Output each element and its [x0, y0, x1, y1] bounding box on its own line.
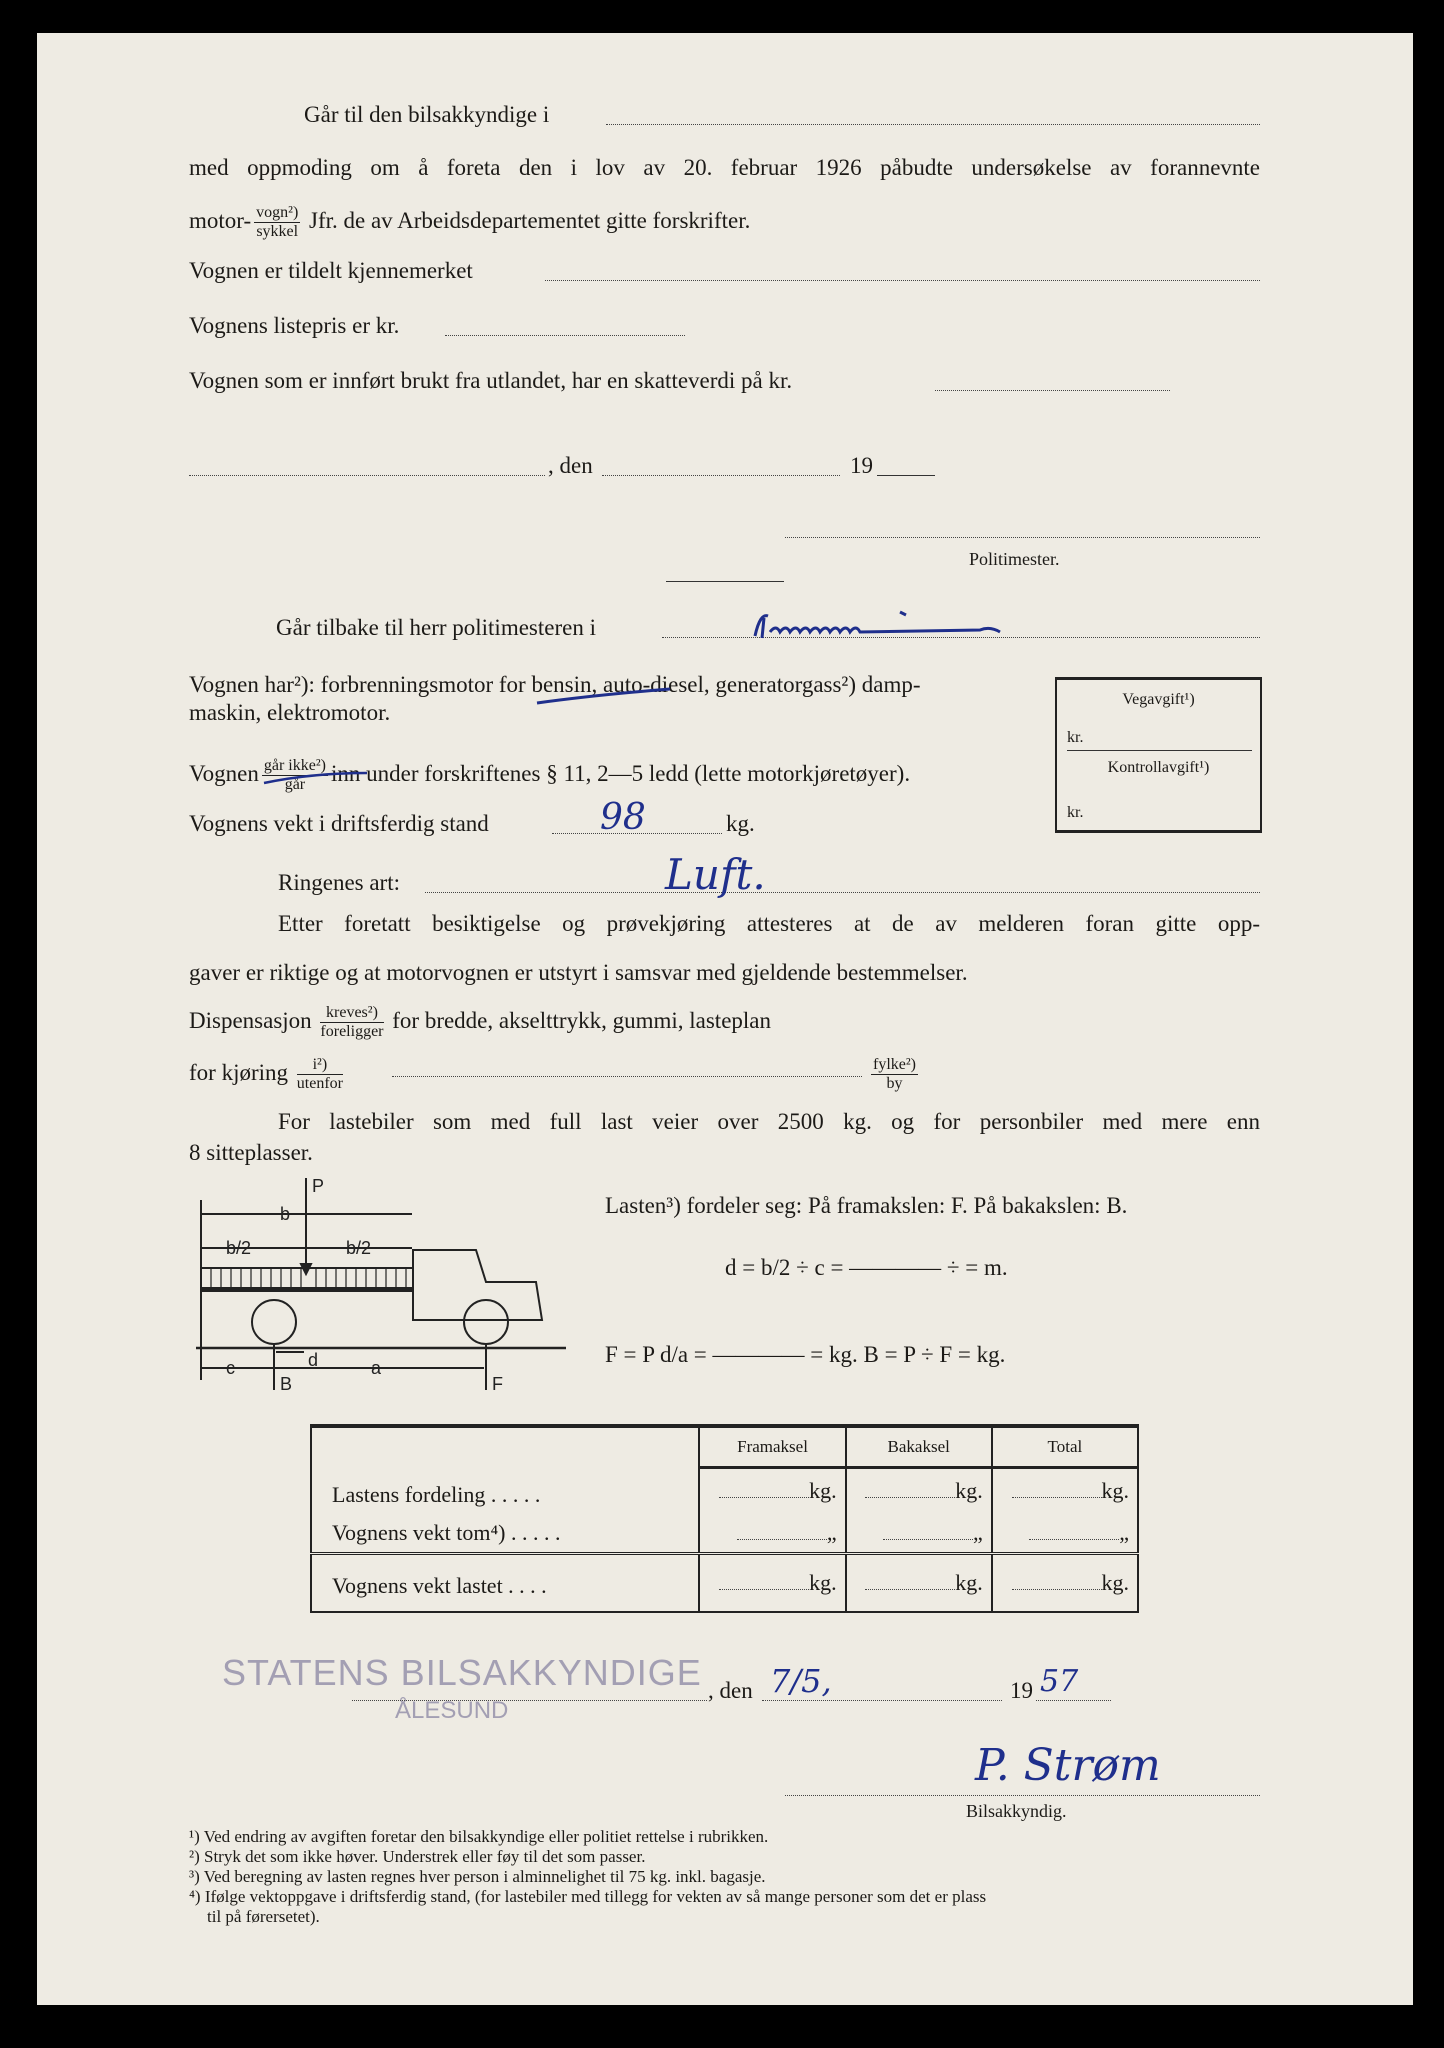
dispensasjon-label: Dispensasjon — [189, 1008, 312, 1034]
year-field[interactable] — [877, 475, 935, 476]
unit: „ — [973, 1519, 983, 1545]
vegavgift-label: Vegavgift¹) — [1122, 691, 1195, 708]
table-header-row — [311, 1426, 1138, 1468]
place-field[interactable] — [189, 475, 545, 476]
listepris-label: Vognens listepris er kr. — [189, 313, 400, 338]
load-distribution-table — [310, 1424, 1139, 1613]
fee-box — [1055, 677, 1262, 833]
fylke-fraction-wrap — [868, 1056, 921, 1094]
label-b: b — [280, 1204, 291, 1224]
kjoring-fraction — [297, 1056, 343, 1094]
stamp-line1: STATENS BILSAKKYNDIGE — [222, 1652, 702, 1693]
label-a: a — [371, 1358, 382, 1378]
year-field-2[interactable] — [1036, 1700, 1111, 1701]
motor-type-line2: maskin, elektromotor. — [189, 700, 391, 725]
cell[interactable] — [699, 1553, 845, 1612]
unit: „ — [1119, 1519, 1129, 1545]
year-label: 19 — [850, 453, 873, 478]
label-d: d — [308, 1350, 319, 1370]
signature: P. Strøm — [975, 1740, 1161, 1791]
fraction-top: vogn²) — [254, 204, 300, 223]
date-field[interactable] — [602, 475, 840, 476]
kontrollavgift-label: Kontrollavgift¹) — [1107, 759, 1210, 776]
kjoring-line — [189, 1056, 346, 1094]
lastebiler-line1: For lastebiler som med full last veier over 2500 kg. og for personbiler med mere enn — [278, 1109, 1260, 1134]
cell[interactable] — [699, 1514, 845, 1554]
separator-line — [666, 581, 784, 582]
politimester-signature-field[interactable] — [785, 537, 1260, 538]
date-field-2[interactable] — [762, 1700, 1002, 1701]
unit: kg. — [1101, 1569, 1129, 1595]
footnote-4-cont: til på førersetet). — [207, 1907, 320, 1926]
skatteverdi-field[interactable] — [935, 390, 1170, 391]
tilbake-label: Går tilbake til herr politimesteren i — [276, 615, 596, 640]
label-B: B — [280, 1374, 293, 1390]
listepris-field[interactable] — [445, 335, 685, 336]
date-value: 7/5, — [770, 1662, 832, 1700]
dispensasjon-text: for bredde, akselttrykk, gummi, lasteplan — [392, 1008, 772, 1034]
skatteverdi-label: Vognen som er innført brukt fra utlandet, har en skatteverdi på kr. — [189, 368, 793, 393]
unit: kg. — [809, 1569, 837, 1595]
footnote-3: ³) Ved beregning av lasten regnes hver person i alminnelighet til 75 kg. inkl. bagasje. — [189, 1867, 766, 1886]
kontrollavgift-kr: kr. — [1067, 804, 1084, 821]
rear-wheel — [252, 1300, 296, 1344]
year-label-2: 19 — [1010, 1678, 1033, 1703]
cell[interactable] — [992, 1514, 1138, 1554]
place-signature-field[interactable] — [352, 1700, 707, 1701]
kreves-option: kreves²) — [320, 1004, 383, 1023]
stamp-line2: ÅLESUND — [395, 1697, 509, 1724]
ringer-field[interactable] — [425, 892, 1260, 893]
gaar-option: går — [284, 776, 306, 794]
label-b-half-left: b/2 — [226, 1238, 252, 1258]
row-label: Lastens fordeling . . . . . — [332, 1481, 541, 1507]
gaar-fraction — [262, 757, 328, 795]
handwritten-underline — [535, 685, 675, 707]
fylke-option: fylke²) — [871, 1056, 918, 1075]
bilsakkyndig-label: Går til den bilsakkyndige i — [304, 102, 550, 127]
cell[interactable] — [699, 1468, 845, 1514]
attest-line1: Etter foretatt besiktigelse og prøvekjøring attesteres at de av melderen foran gitte opp- — [278, 911, 1260, 936]
bilsakkyndig-signature-field[interactable] — [785, 1795, 1260, 1796]
ringer-value: Luft. — [665, 850, 766, 899]
by-option: by — [886, 1075, 903, 1093]
handwritten-place-scribble — [750, 608, 1030, 644]
footnote-2: ²) Stryk det som ikke høver. Understrek eller føy til det som passer. — [189, 1847, 646, 1866]
handwritten-strike — [262, 771, 372, 787]
i-option: i²) — [297, 1056, 343, 1075]
f-formula: F = P d/a = ———— = kg. B = P ÷ F = kg. — [605, 1342, 1006, 1367]
row-label: Vognens vekt lastet . . . . — [311, 1553, 699, 1612]
label-c: c — [226, 1358, 235, 1378]
utenfor-option: utenfor — [296, 1075, 343, 1093]
ringer-label: Ringenes art: — [278, 870, 400, 895]
col-bakaksel: Bakaksel — [846, 1426, 992, 1468]
vegavgift-field[interactable] — [1067, 750, 1252, 751]
dispensasjon-line — [189, 1004, 771, 1042]
unit: kg. — [1101, 1478, 1129, 1504]
den-label: , den — [548, 453, 593, 478]
gaar-ikke-option: går ikke²) — [262, 757, 328, 776]
truck-cab — [413, 1250, 542, 1320]
motor-rest: Jfr. de av Arbeidsdepartementet gitte forskrifter. — [309, 208, 751, 234]
footnote-4: ⁴) Ifølge vektoppgave i driftsferdig stand, (for lastebiler med tillegg for vekten av så mange personer som det er plass — [189, 1887, 987, 1906]
dispensasjon-fraction — [320, 1004, 383, 1042]
table-row — [311, 1468, 1138, 1514]
vekt-label: Vognens vekt i driftsferdig stand — [189, 811, 489, 836]
request-text: med oppmoding om å foreta den i lov av 20. februar 1926 påbudte undersøkelse av forannevnte — [189, 155, 1260, 180]
truck-load-diagram — [196, 1170, 566, 1390]
cell[interactable] — [992, 1468, 1138, 1514]
front-wheel — [464, 1300, 508, 1344]
year-value: 57 — [1040, 1664, 1079, 1699]
cell[interactable] — [846, 1553, 992, 1612]
fraction-bottom: sykkel — [256, 223, 299, 241]
motor-prefix: motor- — [189, 208, 252, 234]
label-p: P — [312, 1176, 325, 1196]
kjennemerke-field[interactable] — [545, 280, 1260, 281]
vekt-unit: kg. — [726, 811, 755, 836]
lasten-text: Lasten³) fordeler seg: På framakslen: F. På bakakslen: B. — [605, 1193, 1128, 1218]
fylke-fraction — [871, 1056, 918, 1094]
kjoring-label: for kjøring — [189, 1060, 289, 1086]
forskrift-text: inn under forskriftenes § 11, 2—5 ledd (lette motorkjøretøyer). — [330, 761, 911, 787]
bilsakkyndig-field[interactable] — [606, 124, 1260, 125]
d-formula: d = b/2 ÷ c = ———— ÷ = m. — [725, 1255, 1008, 1280]
unit: kg. — [955, 1478, 983, 1504]
lastebiler-line2: 8 sitteplasser. — [189, 1140, 313, 1165]
table-row — [311, 1514, 1138, 1554]
unit: kg. — [809, 1478, 837, 1504]
vogn-sykkel-fraction — [254, 204, 300, 242]
vegavgift-kr: kr. — [1067, 729, 1084, 746]
footnote-1: ¹) Ved endring av avgiften foretar den bilsakkyndige eller politiet rettelse i rubrikken. — [189, 1827, 769, 1846]
forskrift-line — [189, 757, 910, 795]
col-total: Total — [992, 1426, 1138, 1468]
motor-line — [189, 204, 750, 242]
label-F: F — [492, 1374, 503, 1390]
bilsakkyndig-role: Bilsakkyndig. — [966, 1801, 1067, 1821]
politimester-label: Politimester. — [969, 549, 1060, 569]
vekt-value: 98 — [600, 797, 646, 838]
col-framaksel: Framaksel — [699, 1426, 845, 1468]
attest-line2: gaver er riktige og at motorvognen er utstyrt i samsvar med gjeldende bestemmelser. — [189, 960, 968, 985]
row-label: Vognens vekt tom⁴) . . . . . — [332, 1519, 561, 1545]
table-row — [311, 1553, 1138, 1612]
cell[interactable] — [992, 1553, 1138, 1612]
unit: kg. — [955, 1569, 983, 1595]
cell[interactable] — [846, 1468, 992, 1514]
foreligger-option: foreligger — [320, 1023, 384, 1041]
kjoring-field[interactable] — [392, 1076, 862, 1077]
kjennemerke-label: Vognen er tildelt kjennemerket — [189, 258, 473, 283]
vognen-label: Vognen — [189, 761, 259, 787]
unit: „ — [826, 1519, 837, 1545]
den-label-2: , den — [708, 1678, 753, 1703]
label-b-half-right: b/2 — [346, 1238, 372, 1258]
motor-type-line1: Vognen har²): forbrenningsmotor for bensin, auto-diesel, generatorgass²) damp- — [189, 672, 921, 697]
cell[interactable] — [846, 1514, 992, 1554]
